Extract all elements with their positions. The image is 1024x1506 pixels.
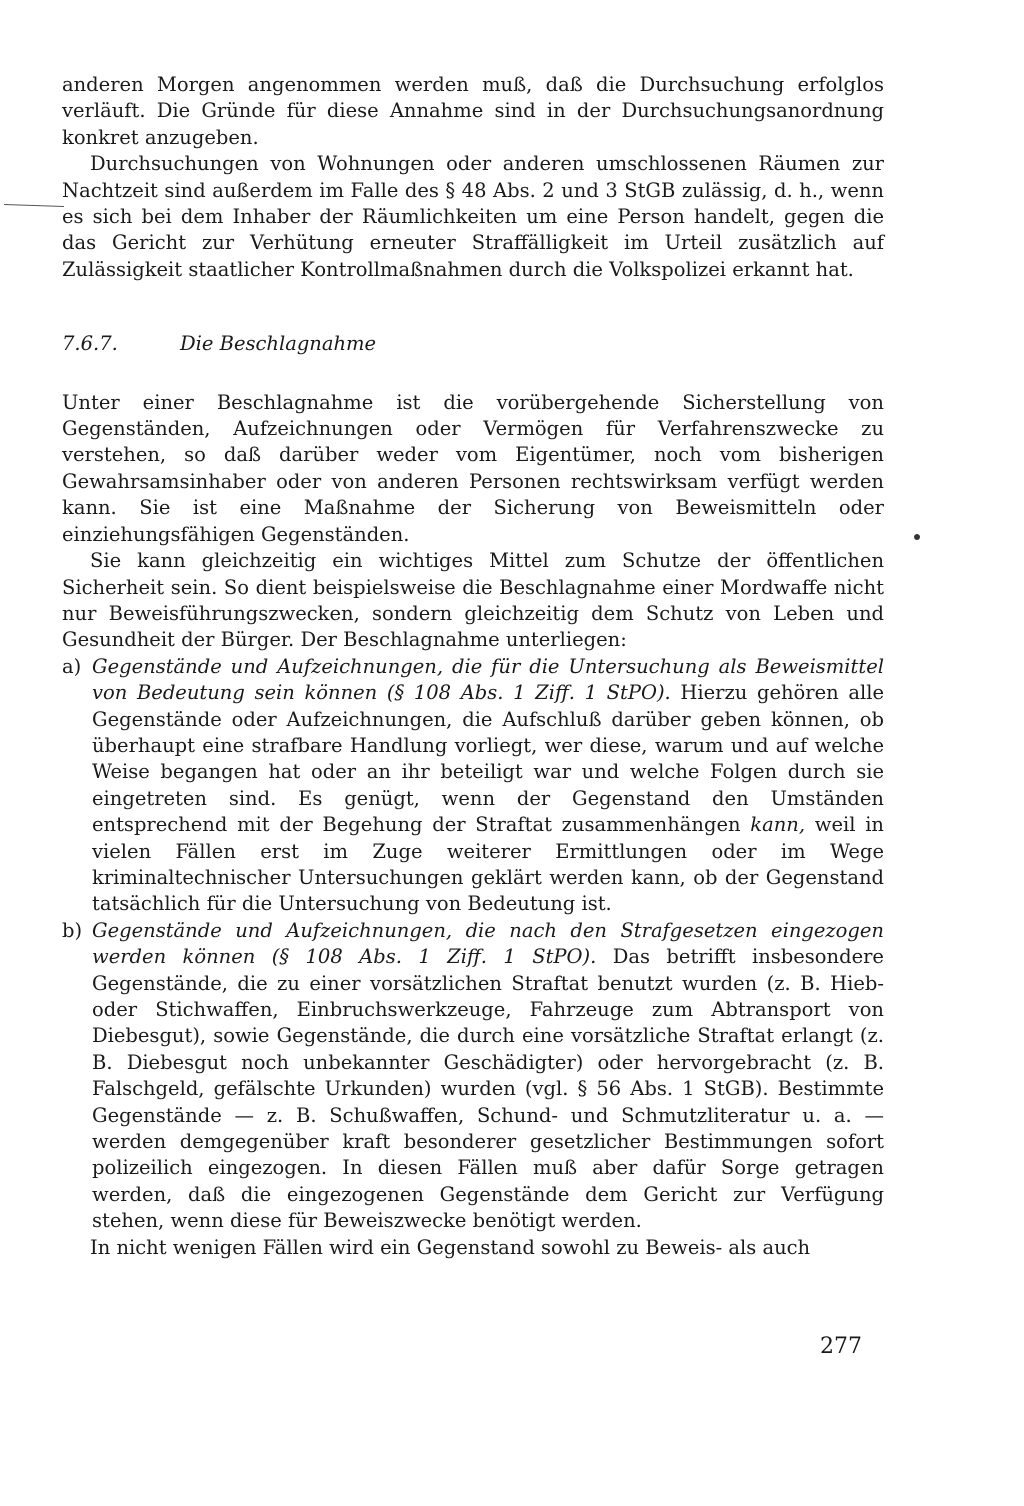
paragraph-continuation: anderen Morgen angenommen werden muß, daß die Durchsuchung erfolglos verläuft. Die Gründe für diese Annahme sind in der Durchsuchungsanordnung konkret anzugeben.	[62, 73, 884, 149]
section-heading	[62, 331, 884, 357]
list-item-text: Hierzu gehören alle Gegenstände oder Aufzeichnungen, die Aufschluß darüber geben können, ob überhaupt eine strafbare Handlung vorliegt, wer diese, warum und auf welche Weise begangen hat oder an ihr beteiligt war und welche Folgen durch sie eingetreten sind. Es genügt, wenn der Gegenstand den Umständen entsprechend mit der Begehung der Straftat zusammenhängen	[92, 681, 884, 837]
list-item-italic-lead: Gegenstände und Aufzeichnungen, die für die Untersuchung als Beweismittel von Bedeutung sein können (§ 108 Abs. 1 Ziff. 1 StPO).	[92, 654, 884, 705]
list-item-text: Das betrifft insbesondere Gegenstände, die zu einer vorsätzlichen Straftat benutzt wurden (z. B. Hieb- oder Stichwaffen, Einbruchswerkzeuge, Fahrzeuge zum Abtransport von Diebesgut), sowie Gegenstände, die durch eine vorsätzliche Straftat erlangt (z. B. Diebesgut noch unbekannter Geschädigter) oder hervorgebracht (z. B. Falschgeld, gefälschte Urkunden) wurden (vgl. § 56 Abs. 1 StGB). Bestimmte Gegenstände — z. B. Schußwaffen, Schund- und Schmutzliteratur u. a. — werden demgegenüber kraft besonderer gesetzlicher Bestimmungen sofort polizeilich eingezogen. In diesen Fällen muß aber dafür Sorge getragen werden, daß die eingezogenen Gegenstände dem Gericht zur Verfügung stehen, wenn diese für Beweiszwecke benötigt werden.	[92, 945, 884, 1233]
list-item-italic-word: kann,	[750, 813, 806, 837]
list-item-text: weil in vielen Fällen erst im Zuge weiterer Ermittlungen oder im Wege kriminaltechnischer Untersuchungen geklärt werden kann, ob der Gegenstand tatsächlich für die Untersuchung von Bedeutung ist.	[92, 813, 884, 916]
paragraph-nighttime-search: Durchsuchungen von Wohnungen oder anderen umschlossenen Räumen zur Nachtzeit sind außerdem im Falle des § 48 Abs. 2 und 3 StGB zulässig, d. h., wenn es sich bei dem Inhaber der Räumlichkeiten um eine Person handelt, gegen die das Gericht zur Verhütung erneuter Straffälligkeit im Urteil zusätzlich auf Zulässigkeit staatlicher Kontrollmaßnahmen durch die Volkspolizei erkannt hat.	[62, 152, 884, 281]
list-body	[92, 918, 884, 1235]
list-marker: a)	[62, 654, 82, 678]
list-item-b	[62, 918, 884, 1235]
paragraph-final: In nicht wenigen Fällen wird ein Gegenstand sowohl zu Beweis- als auch	[90, 1235, 811, 1259]
section-title: Die Beschlagnahme	[180, 332, 377, 356]
list-item-a	[62, 654, 884, 918]
section-number: 7.6.7.	[62, 332, 118, 356]
scan-artifact-dot	[914, 534, 920, 540]
paragraph-definition: Unter einer Beschlagnahme ist die vorübergehende Sicherstellung von Gegenständen, Aufzeichnungen oder Vermögen für Verfahrenszwecke zu verstehen, so daß darüber weder vom Eigentümer, noch vom bisherigen Gewahrsamsinhaber oder von anderen Personen rechtswirksam verfügt werden kann. Sie ist eine Maßnahme der Sicherung von Beweismitteln oder einziehungsfähigen Gegenständen.	[62, 390, 884, 546]
list-marker: b)	[62, 918, 83, 942]
list-body	[92, 654, 884, 918]
page-body	[62, 72, 884, 1261]
scan-artifact-line	[4, 204, 64, 207]
page-number: 277	[820, 1334, 862, 1359]
list-item-italic-lead: Gegenstände und Aufzeichnungen, die nach den Strafgesetzen eingezogen werden können (§ 108 Abs. 1 Ziff. 1 StPO).	[92, 918, 884, 969]
paragraph-purpose: Sie kann gleichzeitig ein wichtiges Mittel zum Schutze der öffentlichen Sicherheit sein. So dient beispielsweise die Beschlagnahme einer Mordwaffe nicht nur Beweisführungszwecken, sondern gleichzeitig dem Schutz von Leben und Gesundheit der Bürger. Der Beschlagnahme unterliegen:	[62, 549, 884, 652]
